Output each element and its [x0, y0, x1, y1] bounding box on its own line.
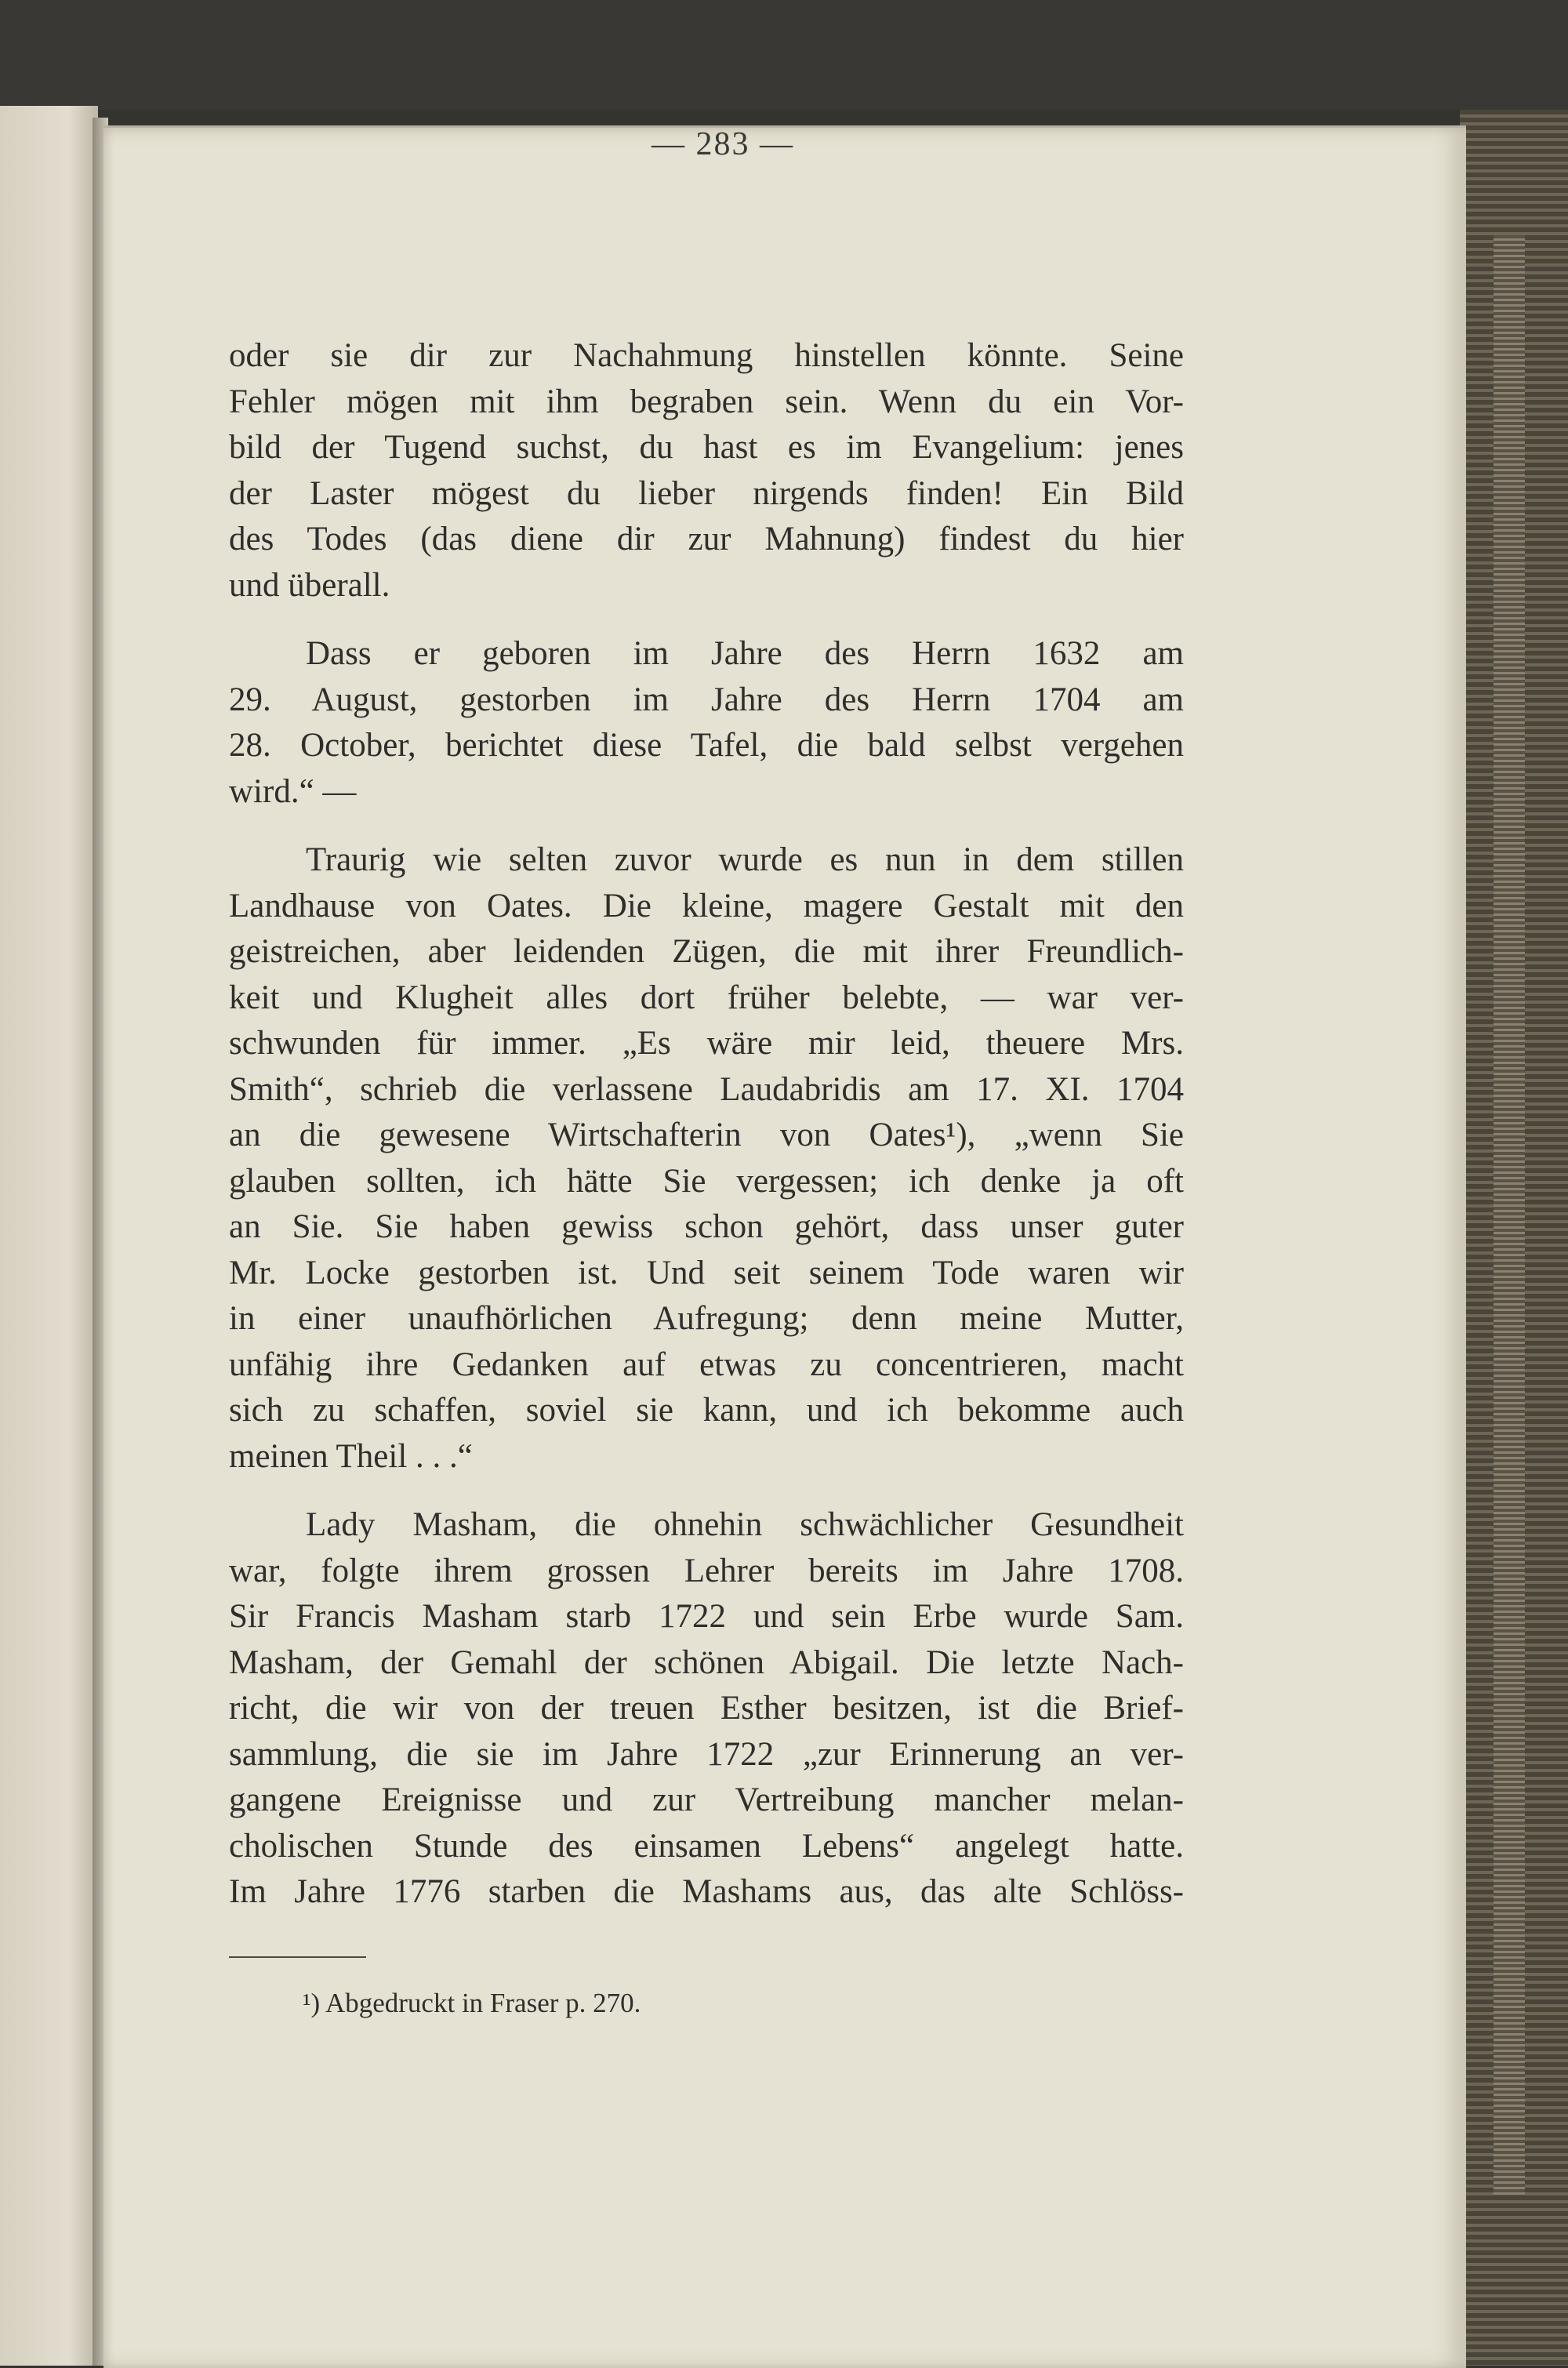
text-line: und überall. [229, 566, 390, 604]
text-line: des Todes (das diene dir zur Mahnung) findest du hier [229, 521, 1184, 557]
text-line: sich zu schaffen, soviel sie kann, und ich bekomme auch [229, 1392, 1184, 1429]
text-line: an Sie. Sie haben gewiss schon gehört, dass unser guter [229, 1208, 1184, 1245]
text-line: Traurig wie selten zuvor wurde es nun in dem stillen [306, 841, 1184, 878]
text-line: bild der Tugend suchst, du hast es im Evangelium: jenes [229, 429, 1184, 466]
text-line: oder sie dir zur Nachahmung hinstellen könnte. Seine [229, 337, 1184, 374]
body-text [229, 333, 1184, 1916]
paragraph-3 [229, 837, 1184, 1480]
text-line: Mr. Locke gestorben ist. Und seit seinem Tode waren wir [229, 1254, 1184, 1291]
book-cover-binding [1494, 235, 1525, 2195]
text-line: Lady Masham, die ohnehin schwächlicher Gesundheit [306, 1506, 1184, 1543]
text-line: schwunden für immer. „Es wäre mir leid, theuere Mrs. [229, 1025, 1184, 1062]
footnote: ¹) Abgedruckt in Fraser p. 270. [303, 1988, 641, 2018]
text-line: richt, die wir von der treuen Esther besitzen, ist die Brief- [229, 1690, 1184, 1727]
text-line: Masham, der Gemahl der schönen Abigail. Die letzte Nach- [229, 1643, 1184, 1681]
text-line: 29. August, gestorben im Jahre des Herrn 1704 am [229, 681, 1184, 718]
text-line: 28. October, berichtet diese Tafel, die bald selbst vergehen [229, 727, 1184, 764]
text-line: Dass er geboren im Jahre des Herrn 1632 am [306, 635, 1184, 672]
text-line: der Laster mögest du lieber nirgends finden! Ein Bild [229, 474, 1184, 512]
scan-background [0, 0, 1568, 110]
text-line: in einer unaufhörlichen Aufregung; denn meine Mutter, [229, 1300, 1184, 1337]
text-line: wird.“ — [229, 772, 357, 810]
paragraph-2 [229, 631, 1184, 815]
paragraph-1 [229, 333, 1184, 608]
text-line: gangene Ereignisse und zur Vertreibung mancher melan- [229, 1781, 1184, 1818]
text-line: meinen Theil . . .“ [229, 1437, 473, 1475]
text-line: Smith“, schrieb die verlassene Laudabridis am 17. XI. 1704 [229, 1070, 1184, 1108]
text-line: Landhause von Oates. Die kleine, magere Gestalt mit den [229, 887, 1184, 924]
text-line: war, folgte ihrem grossen Lehrer bereits im Jahre 1708. [229, 1552, 1184, 1589]
page-number: — 283 — [652, 126, 794, 162]
text-line: cholischen Stunde des einsamen Lebens“ angelegt hatte. [229, 1827, 1184, 1865]
text-line: Fehler mögen mit ihm begraben sein. Wenn du ein Vor- [229, 383, 1184, 420]
text-line: glauben sollten, ich hätte Sie vergessen; ich denke ja oft [229, 1162, 1184, 1200]
text-line: keit und Klugheit alles dort früher belebte, — war ver- [229, 979, 1184, 1016]
facing-page-edge [0, 106, 98, 2366]
paragraph-4 [229, 1502, 1184, 1916]
text-line: an die gewesene Wirtschafterin von Oates¹), „wenn Sie [229, 1117, 1184, 1153]
footnote-divider [229, 1956, 366, 1958]
text-line: sammlung, die sie im Jahre 1722 „zur Erinnerung an ver- [229, 1735, 1184, 1773]
text-line: Im Jahre 1776 starben die Mashams aus, das alte Schlöss- [229, 1873, 1184, 1910]
text-line: unfähig ihre Gedanken auf etwas zu concentrieren, macht [229, 1346, 1184, 1383]
text-line: geistreichen, aber leidenden Zügen, die mit ihrer Freundlich- [229, 933, 1184, 970]
text-line: Sir Francis Masham starb 1722 und sein Erbe wurde Sam. [229, 1598, 1184, 1635]
